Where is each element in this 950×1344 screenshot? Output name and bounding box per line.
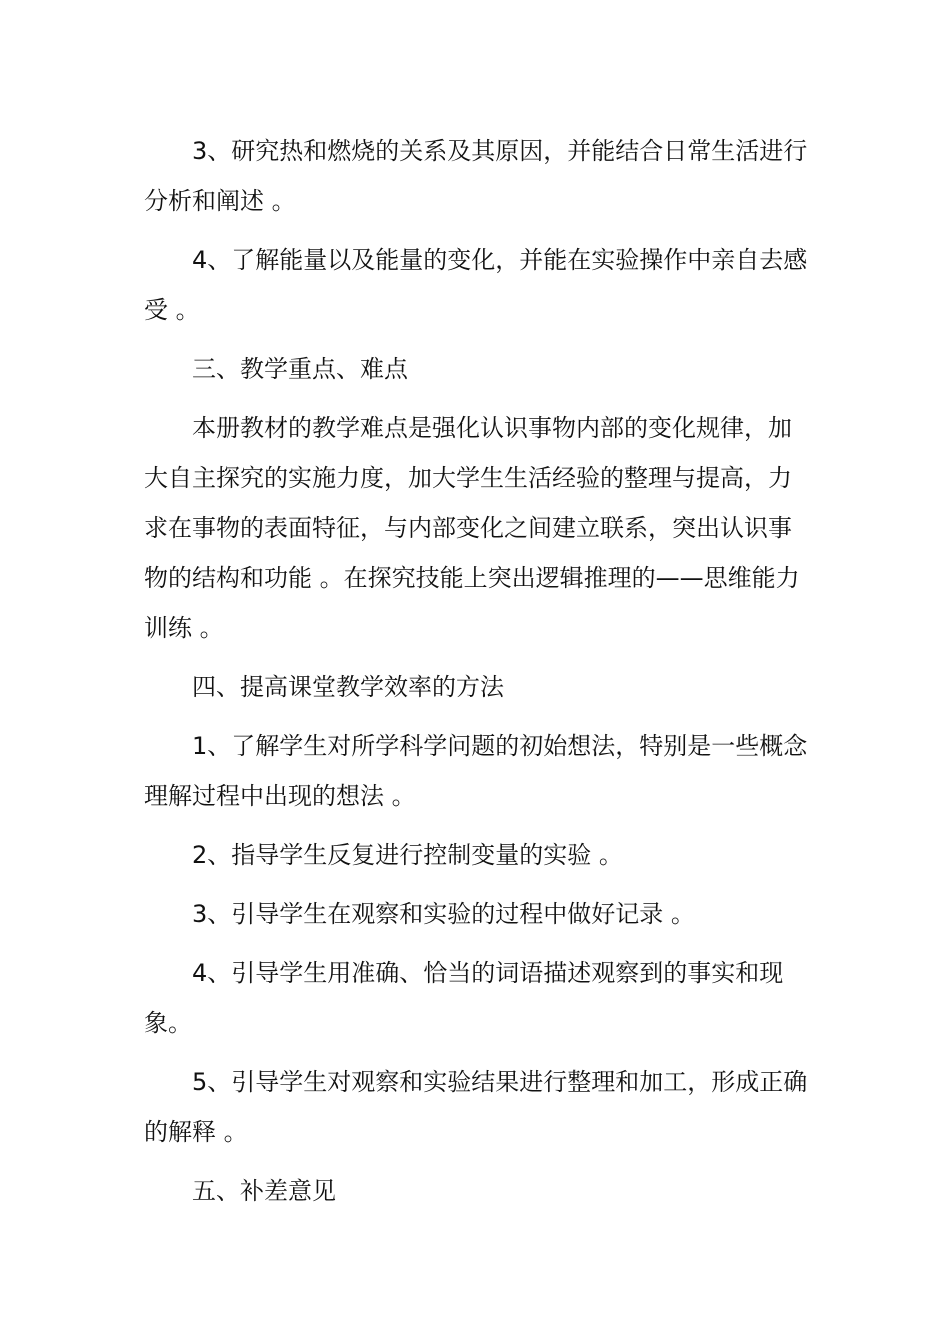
method-item-4: 4、引导学生用准确、恰当的词语描述观察到的事实和现象。 [144, 959, 784, 1037]
method-item-3: 3、引导学生在观察和实验的过程中做好记录 。 [192, 900, 695, 928]
section-heading-3: 三、教学重点、难点 [192, 355, 408, 383]
method-item-1: 1、了解学生对所学科学问题的初始想法，特别是一些概念理解过程中出现的想法 。 [144, 732, 808, 810]
section-heading-5: 五、补差意见 [192, 1177, 336, 1205]
method-item-2: 2、指导学生反复进行控制变量的实验 。 [192, 841, 623, 869]
paragraph-item-3: 3、研究热和燃烧的关系及其原因，并能结合日常生活进行分析和阐述 。 [144, 137, 808, 215]
method-item-5: 5、引导学生对观察和实验结果进行整理和加工，形成正确的解释 。 [144, 1068, 808, 1146]
document-body [144, 126, 808, 1216]
section-heading-4: 四、提高课堂教学效率的方法 [192, 673, 504, 701]
paragraph-item-4: 4、了解能量以及能量的变化，并能在实验操作中亲自去感受 。 [144, 246, 808, 324]
paragraph-key-difficulties: 本册教材的教学难点是强化认识事物内部的变化规律，加大自主探究的实施力度，加大学生生活经验的整理与提高，力求在事物的表面特征，与内部变化之间建立联系，突出认识事物的结构和功能 。在探究技能上突出逻辑推理的——思维能力训练 。 [144, 414, 800, 642]
